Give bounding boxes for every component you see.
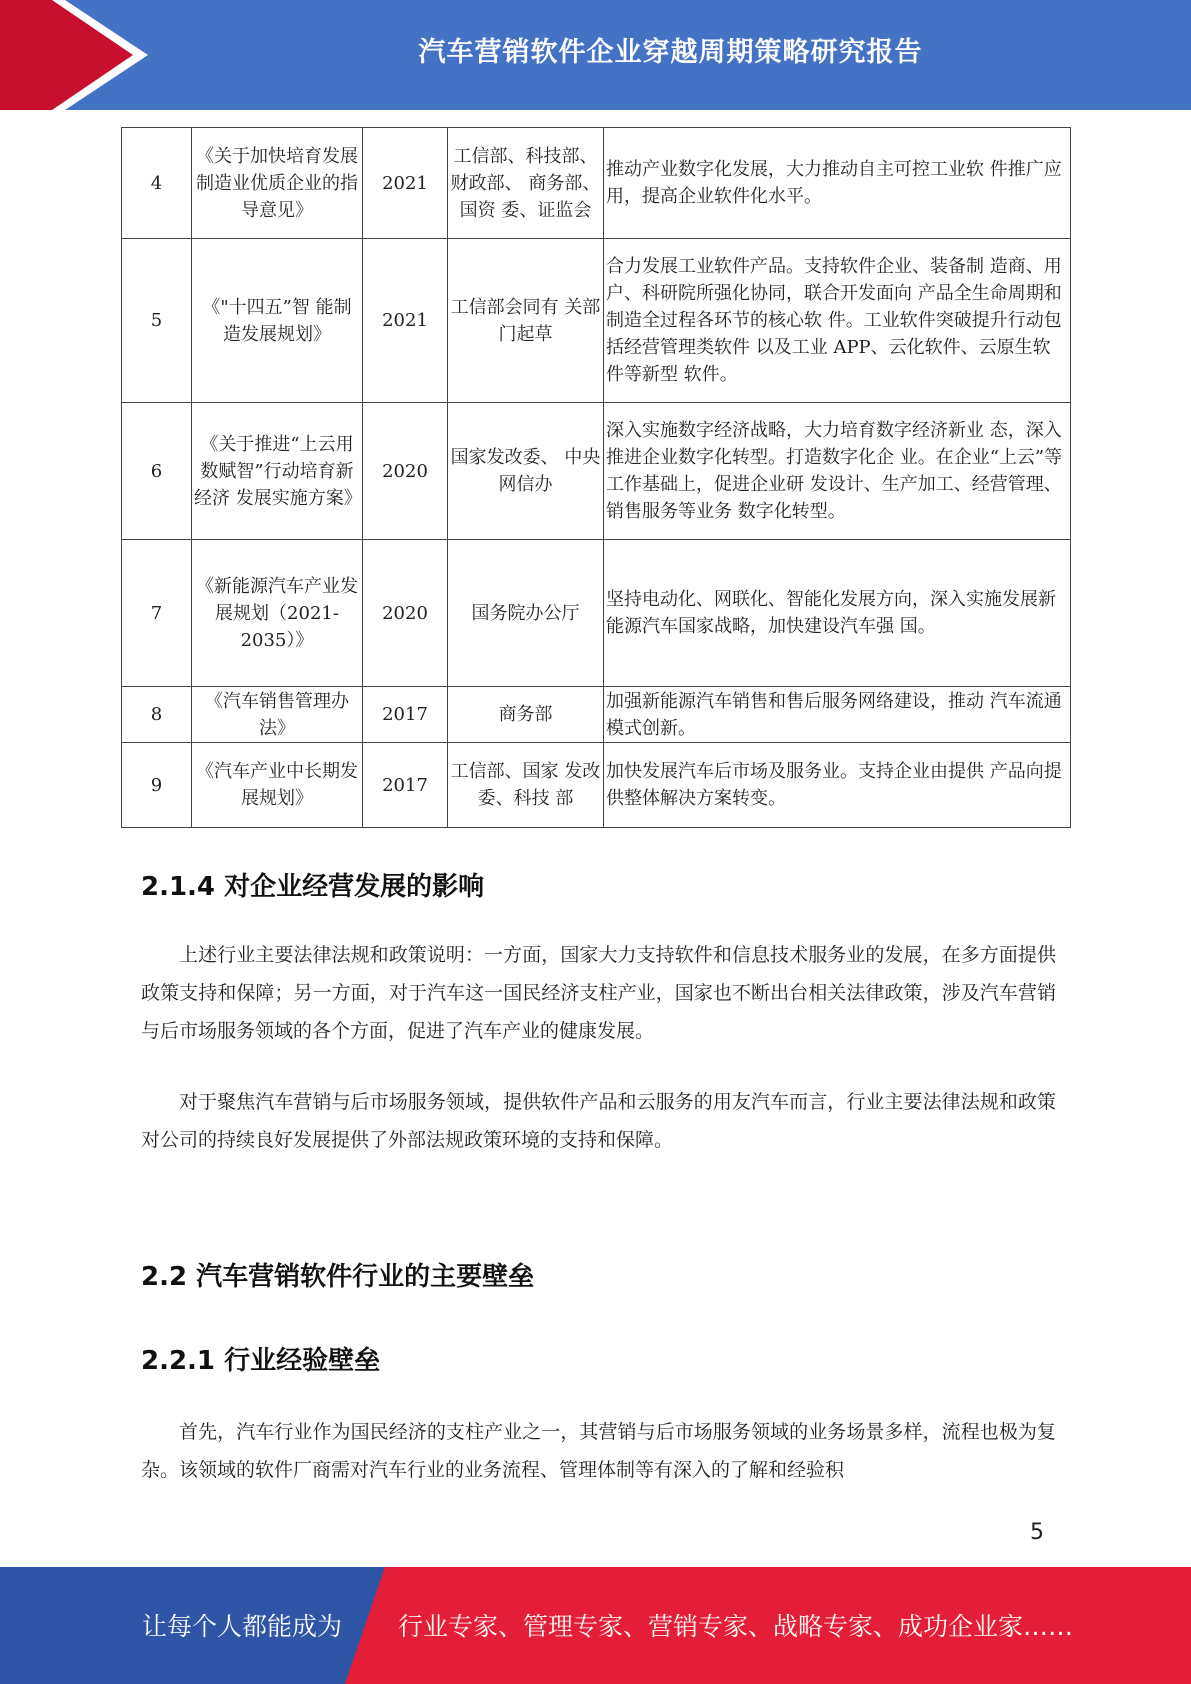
policy-year: 2020: [363, 540, 448, 687]
policy-name: 《"十四五”智 能制造发展规划》: [192, 239, 363, 403]
table-row: [122, 540, 1071, 687]
page-number: 5: [1030, 1520, 1044, 1545]
policy-department: 国务院办公厅: [448, 540, 604, 687]
policy-table: [121, 127, 1071, 828]
row-number: 4: [122, 128, 192, 239]
policy-name: 《新能源汽车产业发展规划（2021-2035）》: [192, 540, 363, 687]
policy-department: 商务部: [448, 687, 604, 743]
policy-name: 《关于推进“上云用数赋智”行动培育新经济 发展实施方案》: [192, 403, 363, 540]
policy-content: 坚持电动化、网联化、智能化发展方向，深入实施发展新能源汽车国家战略，加快建设汽车强 国。: [604, 540, 1071, 687]
page-header: [0, 0, 1191, 110]
policy-department: 工信部、科技部、财政部、 商务部、国资 委、证监会: [448, 128, 604, 239]
table-row: [122, 128, 1071, 239]
paragraph: 上述行业主要法律法规和政策说明：一方面，国家大力支持软件和信息技术服务业的发展，在多方面提供政策支持和保障；另一方面，对于汽车这一国民经济支柱产业，国家也不断出台相关法律政策，涉及汽车营销与后市场服务领域的各个方面，促进了汽车产业的健康发展。: [141, 944, 1056, 1042]
footer-slogan-left: 让每个人都能成为: [142, 1612, 343, 1641]
row-number: 6: [122, 403, 192, 540]
policy-name: 《汽车产业中长期发展规划》: [192, 743, 363, 828]
policy-department: 工信部、国家 发改委、科技 部: [448, 743, 604, 828]
policy-department: 国家发改委、 中央网信办: [448, 403, 604, 540]
paragraph: 对于聚焦汽车营销与后市场服务领域，提供软件产品和云服务的用友汽车而言，行业主要法律法规和政策对公司的持续良好发展提供了外部法规政策环境的支持和保障。: [141, 1091, 1056, 1151]
policy-content: 推动产业数字化发展，大力推动自主可控工业软 件推广应用，提高企业软件化水平。: [604, 128, 1071, 239]
policy-year: 2017: [363, 743, 448, 828]
row-number: 5: [122, 239, 192, 403]
policy-year: 2020: [363, 403, 448, 540]
table-row: [122, 687, 1071, 743]
table-row: [122, 239, 1071, 403]
row-number: 9: [122, 743, 192, 828]
policy-name: 《关于加快培育发展制造业优质企业的指导意见》: [192, 128, 363, 239]
policy-content: 合力发展工业软件产品。支持软件企业、装备制 造商、用户、科研院所强化协同，联合开发面向 产品全生命周期和制造全过程各环节的核心软 件。工业软件突破提升行动包括经营管理类软件 以及工业 APP、云化软件、云原生软件等新型 软件。: [604, 239, 1071, 403]
report-title: 汽车营销软件企业穿越周期策略研究报告: [418, 37, 923, 68]
table-row: [122, 403, 1071, 540]
table-row: [122, 743, 1071, 828]
row-number: 7: [122, 540, 192, 687]
row-number: 8: [122, 687, 192, 743]
footer-slogan-right: 行业专家、管理专家、营销专家、战略专家、成功企业家……: [398, 1612, 1074, 1641]
policy-year: 2017: [363, 687, 448, 743]
paragraph: 首先，汽车行业作为国民经济的支柱产业之一，其营销与后市场服务领域的业务场景多样，流程也极为复杂。该领域的软件厂商需对汽车行业的业务流程、管理体制等有深入的了解和经验积: [141, 1421, 1056, 1481]
policy-name: 《汽车销售管理办法》: [192, 687, 363, 743]
policy-year: 2021: [363, 128, 448, 239]
section-heading-2-2-1: 2.2.1 行业经验壁垒: [141, 1346, 381, 1376]
policy-department: 工信部会同有 关部门起草: [448, 239, 604, 403]
section-heading-2-2: 2.2 汽车营销软件行业的主要壁垒: [141, 1262, 535, 1292]
policy-content: 加强新能源汽车销售和售后服务网络建设，推动 汽车流通模式创新。: [604, 687, 1071, 743]
policy-content: 深入实施数字经济战略，大力培育数字经济新业 态，深入推进企业数字化转型。打造数字化企 业。在企业“上云”等工作基础上，促进企业研 发设计、生产加工、经营管理、销售服务等业务 数字化转型。: [604, 403, 1071, 540]
policy-content: 加快发展汽车后市场及服务业。支持企业由提供 产品向提供整体解决方案转变。: [604, 743, 1071, 828]
policy-year: 2021: [363, 239, 448, 403]
page-footer: [0, 1567, 1191, 1684]
section-heading-2-1-4: 2.1.4 对企业经营发展的影响: [141, 872, 485, 902]
